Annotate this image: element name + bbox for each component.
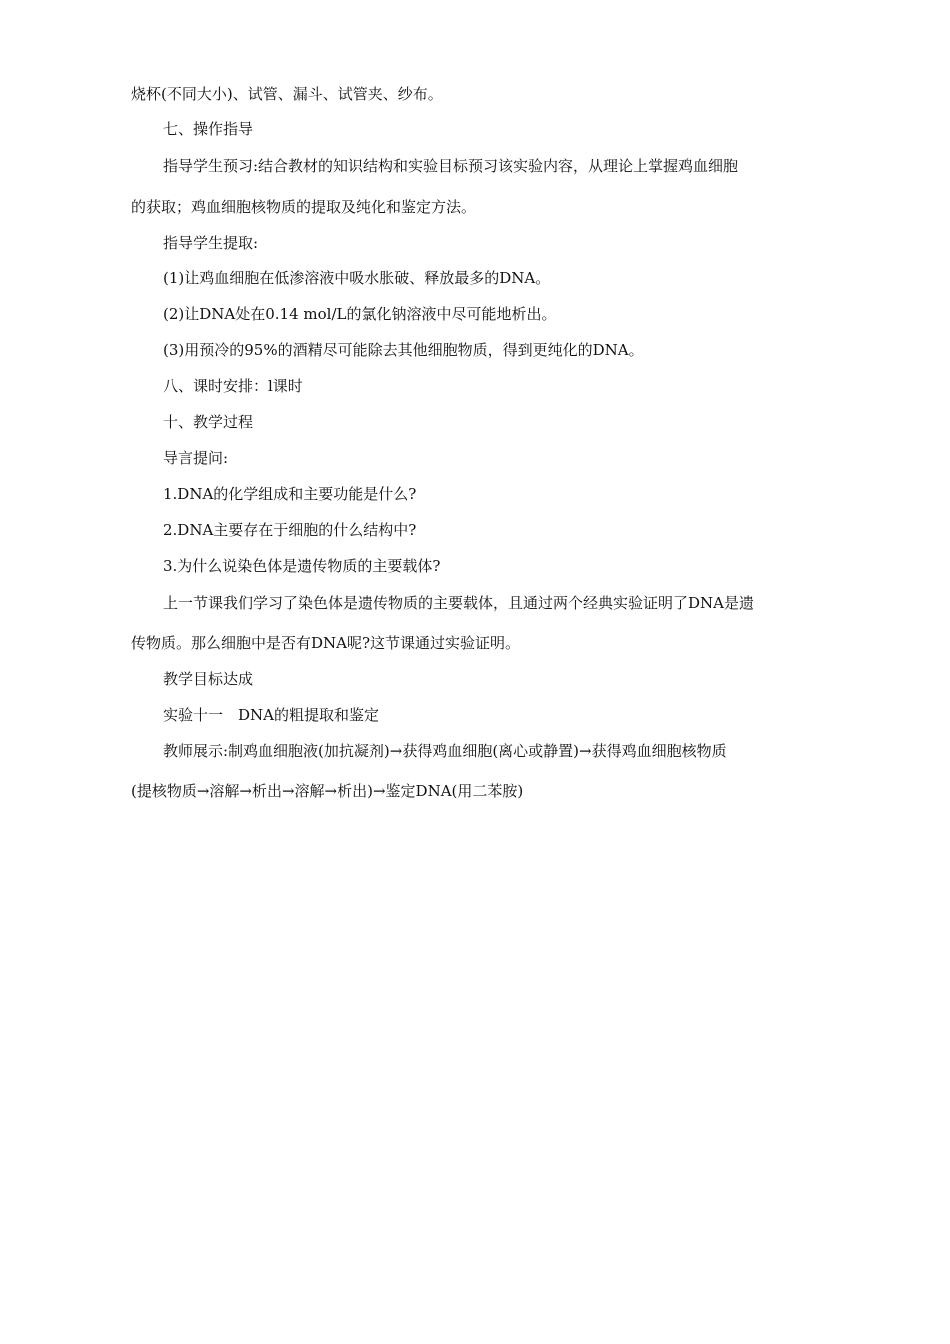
paragraph-line: 指导学生提取: bbox=[163, 234, 259, 252]
list-item: 1.DNA的化学组成和主要功能是什么? bbox=[163, 485, 417, 503]
paragraph-line: 指导学生预习:结合教材的知识结构和实验目标预习该实验内容，从理论上掌握鸡血细胞 bbox=[163, 157, 739, 175]
paragraph-line: (提核物质→溶解→析出→溶解→析出)→鉴定DNA(用二苯胺) bbox=[131, 782, 524, 800]
section-heading: 八、课时安排：l课时 bbox=[163, 377, 303, 395]
paragraph-line: 教学目标达成 bbox=[163, 670, 254, 688]
experiment-title: 实验十一 DNA的粗提取和鉴定 bbox=[163, 706, 379, 724]
list-item: (2)让DNA处在0.14 mol/L的氯化钠溶液中尽可能地析出。 bbox=[163, 305, 557, 323]
section-heading: 十、教学过程 bbox=[163, 413, 254, 431]
paragraph-line: 的获取；鸡血细胞核物质的提取及纯化和鉴定方法。 bbox=[131, 198, 477, 216]
paragraph-line: 教师展示:制鸡血细胞液(加抗凝剂)→获得鸡血细胞(离心或静置)→获得鸡血细胞核物质 bbox=[163, 742, 727, 760]
paragraph-line: 导言提问: bbox=[163, 449, 229, 467]
paragraph-line: 传物质。那么细胞中是否有DNA呢?这节课通过实验证明。 bbox=[131, 634, 521, 652]
section-heading: 七、操作指导 bbox=[163, 120, 254, 138]
paragraph-line: 烧杯(不同大小)、试管、漏斗、试管夹、纱布。 bbox=[131, 85, 443, 103]
list-item: (3)用预冷的95%的酒精尽可能除去其他细胞物质，得到更纯化的DNA。 bbox=[163, 341, 644, 359]
list-item: 3.为什么说染色体是遗传物质的主要载体? bbox=[163, 557, 441, 575]
list-item: (1)让鸡血细胞在低渗溶液中吸水胀破、释放最多的DNA。 bbox=[163, 269, 551, 287]
paragraph-line: 上一节课我们学习了染色体是遗传物质的主要载体，且通过两个经典实验证明了DNA是遗 bbox=[163, 594, 754, 612]
list-item: 2.DNA主要存在于细胞的什么结构中? bbox=[163, 521, 417, 539]
